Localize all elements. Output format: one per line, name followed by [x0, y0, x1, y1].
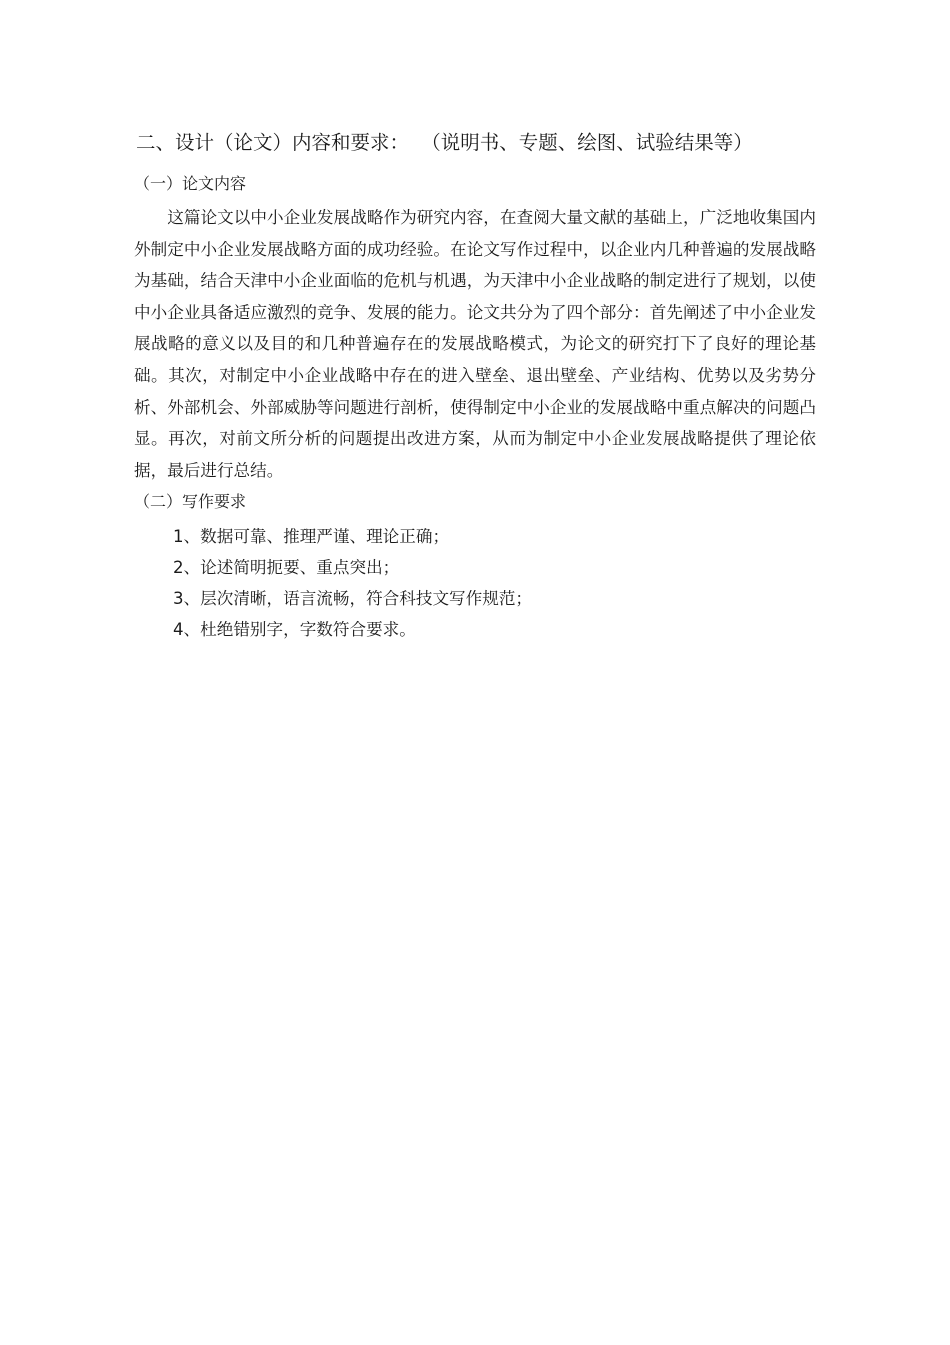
requirements-list	[173, 521, 532, 645]
section-heading-note: （说明书、专题、绘图、试验结果等）	[431, 131, 753, 154]
subsection-label-content: （一）论文内容	[134, 174, 247, 193]
requirement-item: 2、论述简明扼要、重点突出；	[173, 558, 400, 577]
requirement-item: 3、层次清晰，语言流畅，符合科技文写作规范；	[173, 589, 533, 608]
content-paragraph: 这篇论文以中小企业发展战略作为研究内容，在查阅大量文献的基础上，广泛地收集国内外制定中小企业发展战略方面的成功经验。在论文写作过程中，以企业内几种普遍的发展战略为基础，结合天津中小企业面临的危机与机遇，为天津中小企业战略的制定进行了规划，以使中小企业具备适应激烈的竞争、发展的能力。论文共分为了四个部分：首先阐述了中小企业发展战略的意义以及目的和几种普遍存在的发展战略模式，为论文的研究打下了良好的理论基础。其次，对制定中小企业战略中存在的进入壁垒、退出壁垒、产业结构、优势以及劣势分析、外部机会、外部威胁等问题进行剖析，使得制定中小企业的发展战略中重点解决的问题凸显。再次，对前文所分析的问题提出改进方案，从而为制定中小企业发展战略提供了理论依据，最后进行总结。	[134, 208, 816, 480]
requirement-item: 4、杜绝错别字，字数符合要求。	[173, 620, 416, 639]
requirement-item: 1、数据可靠、推理严谨、理论正确；	[173, 527, 450, 546]
section-heading	[136, 128, 753, 158]
subsection-label-requirements: （二）写作要求	[134, 492, 247, 511]
section-heading-title: 二、设计（论文）内容和要求：	[136, 131, 410, 154]
